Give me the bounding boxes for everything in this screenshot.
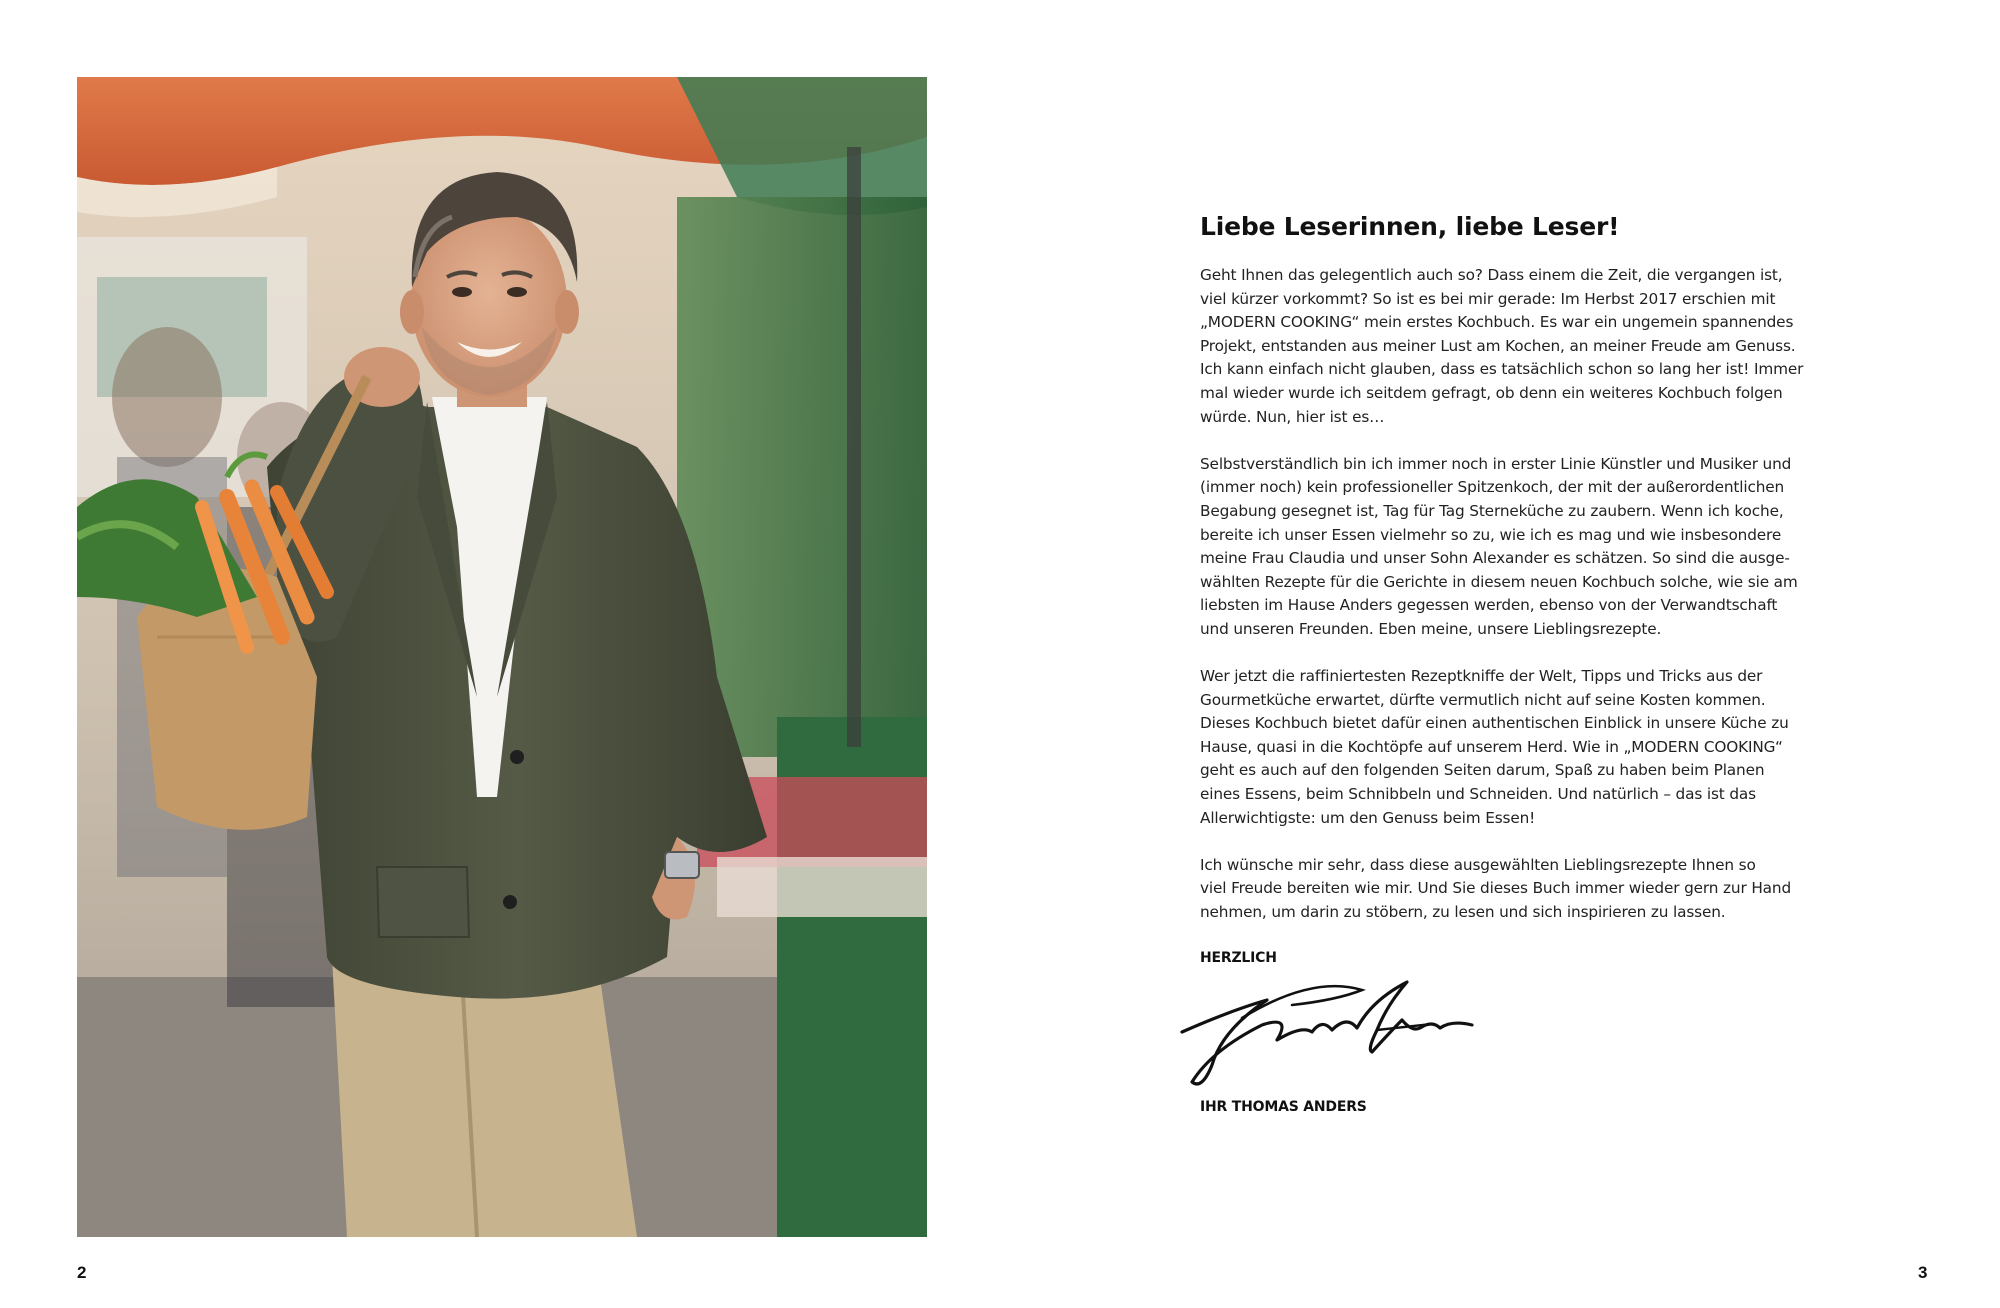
portrait-illustration <box>77 77 927 1237</box>
letter-heading: Liebe Leserinnen, liebe Leser! <box>1200 212 1620 241</box>
signature-icon <box>1172 970 1482 1095</box>
page-number-left: 2 <box>77 1263 87 1282</box>
page-number-right: 3 <box>1918 1263 1928 1282</box>
portrait-photo <box>77 77 927 1237</box>
foreword-letter <box>1200 211 1820 1117</box>
letter-paragraph-3: Wer jetzt die raffiniertesten Rezeptkniffe der Welt, Tipps und Tricks aus der Gourmetküche erwartet, dürfte vermutlich nicht auf seine Kosten kommen. Dieses Kochbuch bietet dafür einen authentischen Einblick in unsere Küche zu Hause, quasi in die Kochtöpfe auf unserem Herd. Wie in „MODERN COOKING“ geht es auch auf den folgenden Seiten darum, Spaß zu haben beim Planen eines Essens, beim Schnibbeln und Schneiden. Und natürlich – das ist das Allerwichtigste: um den Genuss beim Essen! <box>1200 667 1789 827</box>
letter-paragraph-4: Ich wünsche mir sehr, dass diese ausgewählten Lieblingsrezepte Ihnen so viel Freude bereiten wie mir. Und Sie dieses Buch immer wieder gern zur Hand nehmen, um darin zu stöbern, zu lesen und sich inspirieren zu lassen. <box>1200 855 1792 922</box>
letter-signoff: IHR THOMAS ANDERS <box>1200 1099 1367 1116</box>
letter-paragraph-2: Selbstverständlich bin ich immer noch in erster Linie Künstler und Musiker und (immer noch) kein professioneller Spitzenkoch, der mit der außerordentlichen Begabung gesegnet ist, Tag für Tag Sterneküche zu zaubern. Wenn ich koche, bereite ich unser Essen vielmehr so zu, wie ich es mag und wie insbesondere meine Frau Claudia und unser Sohn Alexander es schätzen. So sind die ausge- wählten Rezepte für die Gerichte in diesem neuen Kochbuch solche, wie sie am liebsten im Hause Anders gegessen werden, ebenso von der Verwandtschaft und unseren Freunden. Eben meine, unsere Lieblingsrezepte. <box>1200 454 1798 638</box>
letter-closing: HERZLICH <box>1200 950 1277 967</box>
handwritten-signature <box>1172 970 1482 1095</box>
letter-paragraph-1: Geht Ihnen das gelegentlich auch so? Dass einem die Zeit, die vergangen ist, viel kürzer vorkommt? So ist es bei mir gerade: Im Herbst 2017 erschien mit „MODERN COOKING“ mein erstes Kochbuch. Es war ein ungemein spannendes Projekt, entstanden aus meiner Lust am Kochen, an meiner Freude am Genuss. Ich kann einfach nicht glauben, dass es tatsächlich schon so lang her ist! Immer mal wieder wurde ich seitdem gefragt, ob denn ein weiteres Kochbuch folgen würde. Nun, hier ist es… <box>1200 266 1804 426</box>
